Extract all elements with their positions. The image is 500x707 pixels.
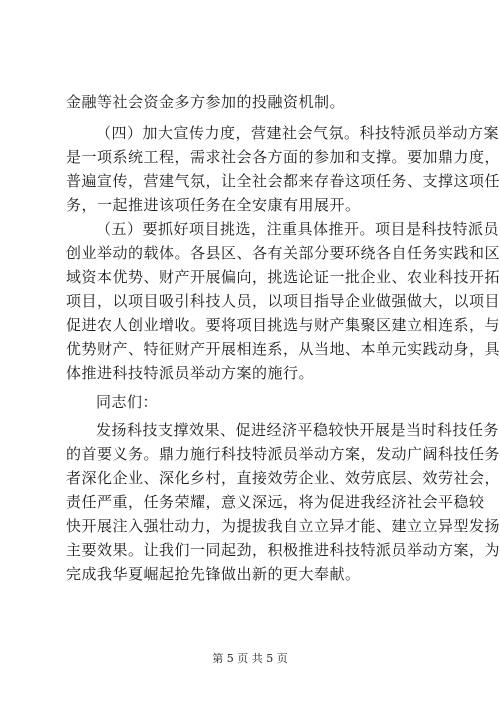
text-line: 是一项系统工程，需求社会各方面的参加和支撑。要加鼎力度， (66, 148, 500, 166)
text-line: 项目，以项目吸引科技人员，以项目指导企业做强做大，以项目 (66, 292, 500, 310)
text-line: 责任严重，任务荣耀，意义深远，将为促进我经济社会平稳较 (66, 493, 485, 511)
text-line: 优势财产、特征财产开展相连系，从当地、本单元实践动身，具 (66, 340, 500, 358)
text-line: 者深化企业、深化乡村，直接效劳企业、效劳底层、效劳社会， (66, 469, 500, 487)
salutation: 同志们： (96, 393, 159, 411)
text-line: 域资本优势、财产开展偏向，挑选论证一批企业、农业科技开拓 (66, 268, 500, 286)
text-line: 完成我华夏崛起抢先锋做出新的更大奉献。 (66, 565, 361, 583)
text-line: （五）要抓好项目挑选，注重具体推开。项目是科技特派员 (96, 220, 500, 238)
text-line: 快开展注入强壮动力，为提拔我自立立异才能、建立立异型发扬 (66, 517, 500, 535)
text-line: 的首要义务。鼎力施行科技特派员举动方案，发动广阔科技任务 (66, 445, 500, 463)
text-line: 体推进科技特派员举动方案的施行。 (66, 364, 315, 382)
text-line: 促进农人创业增收。要将项目挑选与财产集聚区建立相连系，与 (66, 316, 500, 334)
text-line: （四）加大宣传力度，营建社会气氛。科技特派员举动方案 (96, 124, 500, 142)
text-line: 发扬科技支撑效果、促进经济平稳较快开展是当时科技任务 (96, 421, 500, 439)
text-line: 普遍宣传，营建气氛，让全社会都来存眷这项任务、支撑这项任 (66, 172, 500, 190)
text-line: 主要效果。让我们一同起劲，积极推进科技特派员举动方案，为 (66, 541, 500, 559)
text-line: 务，一起推进该项任务在全安康有用展开。 (66, 196, 361, 214)
text-line: 金融等社会资金多方参加的投融资机制。 (66, 93, 346, 111)
page-number: 第 5 页 共 5 页 (212, 652, 288, 665)
text-line: 创业举动的载体。各县区、各有关部分要环绕各自任务实践和区 (66, 244, 500, 262)
